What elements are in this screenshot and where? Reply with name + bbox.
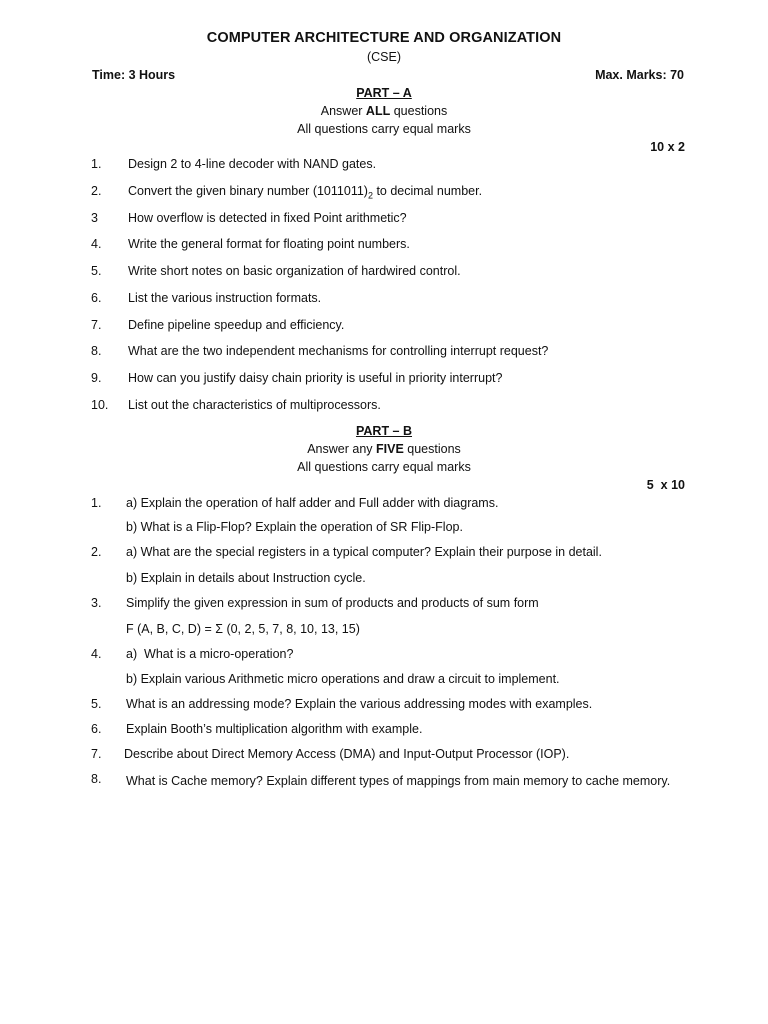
part-b-question xyxy=(0,697,768,715)
question-number: 5. xyxy=(91,697,102,711)
question-number: 8. xyxy=(91,344,102,358)
question-text-pre: Convert the given binary number (1011011) xyxy=(128,184,368,198)
question-number: 3 xyxy=(91,211,98,225)
question-number: 3. xyxy=(91,596,102,610)
question-number: 1. xyxy=(91,496,102,510)
question-text: Define pipeline speedup and efficiency. xyxy=(128,318,345,332)
part-b-question xyxy=(0,722,768,740)
question-number: 4. xyxy=(91,237,102,251)
part-a-marks: 10 x 2 xyxy=(650,140,685,154)
part-b-question xyxy=(0,772,768,812)
part-b-question xyxy=(0,520,768,538)
boolean-expression: F (A, B, C, D) = Σ (0, 2, 5, 7, 8, 10, 13, 15) xyxy=(126,622,360,636)
part-a-question xyxy=(0,211,768,229)
part-a-question xyxy=(0,291,768,309)
part-b-question xyxy=(0,545,768,563)
part-a-question xyxy=(0,344,768,362)
part-a-question xyxy=(0,237,768,255)
time-label: Time: 3 Hours xyxy=(92,68,176,82)
branch-label: (CSE) xyxy=(366,50,402,64)
part-b-question xyxy=(0,596,768,614)
question-text: Explain Booth’s multiplication algorithm with example. xyxy=(126,722,423,736)
question-number: 1. xyxy=(91,157,102,171)
question-number: 2. xyxy=(91,184,102,198)
part-a-instr-pre: Answer xyxy=(320,104,366,118)
part-b-question xyxy=(0,496,768,514)
question-number: 7. xyxy=(91,747,102,761)
question-text: b) What is a Flip-Flop? Explain the operation of SR Flip-Flop. xyxy=(126,520,463,534)
part-a-heading xyxy=(0,86,768,100)
part-b-note: All questions carry equal marks xyxy=(297,460,471,474)
question-text: a) What is a micro-operation? xyxy=(126,647,294,661)
question-text-post: to decimal number. xyxy=(372,184,483,198)
question-number: 10. xyxy=(91,398,109,412)
question-text xyxy=(128,184,483,201)
part-b-question xyxy=(0,622,768,640)
part-a-question xyxy=(0,157,768,175)
question-number: 5. xyxy=(91,264,102,278)
question-text: Write the general format for floating point numbers. xyxy=(128,237,410,251)
question-text: List out the characteristics of multiprocessors. xyxy=(128,398,381,412)
question-number: 6. xyxy=(91,291,102,305)
part-b-question xyxy=(0,647,768,665)
part-a-note: All questions carry equal marks xyxy=(297,122,471,136)
part-a-question xyxy=(0,398,768,416)
question-text: Simplify the given expression in sum of products and products of sum form xyxy=(126,596,539,610)
question-text: Write short notes on basic organization of hardwired control. xyxy=(128,264,461,278)
question-text: What is Cache memory? Explain different types of mappings from main memory to cache memory. xyxy=(126,774,671,788)
part-b-question xyxy=(0,747,768,765)
question-text: b) Explain various Arithmetic micro operations and draw a circuit to implement. xyxy=(126,672,560,686)
part-a-instruction xyxy=(0,104,768,118)
question-text: Describe about Direct Memory Access (DMA) and Input-Output Processor (IOP). xyxy=(124,747,570,761)
part-b-question xyxy=(0,571,768,589)
question-number: 7. xyxy=(91,318,102,332)
question-text: What is an addressing mode? Explain the various addressing modes with examples. xyxy=(126,697,593,711)
question-text: a) Explain the operation of half adder and Full adder with diagrams. xyxy=(126,496,499,510)
part-b-title: PART – B xyxy=(355,424,413,438)
part-a-question xyxy=(0,318,768,336)
question-text: a) What are the special registers in a typical computer? Explain their purpose in detail. xyxy=(126,545,602,559)
part-b-instr-post: questions xyxy=(403,442,461,456)
part-b-heading xyxy=(0,424,768,438)
question-text: b) Explain in details about Instruction cycle. xyxy=(126,571,366,585)
question-text: Design 2 to 4-line decoder with NAND gates. xyxy=(128,157,377,171)
part-b-instr-bold: FIVE xyxy=(376,442,404,456)
part-b-question xyxy=(0,672,768,690)
part-a-title: PART – A xyxy=(356,86,412,100)
question-number: 8. xyxy=(91,772,102,786)
subscript-base: 2 xyxy=(367,190,373,201)
part-b-marks: 5 x 10 xyxy=(646,478,685,492)
part-a-instr-bold: ALL xyxy=(365,104,391,118)
part-a-instr-post: questions xyxy=(390,104,448,118)
question-number: 2. xyxy=(91,545,102,559)
question-text: How overflow is detected in fixed Point arithmetic? xyxy=(128,211,407,225)
question-text: List the various instruction formats. xyxy=(128,291,322,305)
part-b-instr-pre: Answer any xyxy=(307,442,376,456)
question-number: 9. xyxy=(91,371,102,385)
question-text: What are the two independent mechanisms for controlling interrupt request? xyxy=(128,344,549,358)
question-number: 4. xyxy=(91,647,102,661)
max-marks-label: Max. Marks: 70 xyxy=(595,68,684,82)
question-number: 6. xyxy=(91,722,102,736)
part-a-question xyxy=(0,264,768,282)
part-b-instruction xyxy=(0,442,768,456)
paper-title: COMPUTER ARCHITECTURE AND ORGANIZATION xyxy=(206,30,562,46)
question-text: How can you justify daisy chain priority is useful in priority interrupt? xyxy=(128,371,503,385)
part-a-question xyxy=(0,371,768,389)
part-a-question xyxy=(0,184,768,202)
